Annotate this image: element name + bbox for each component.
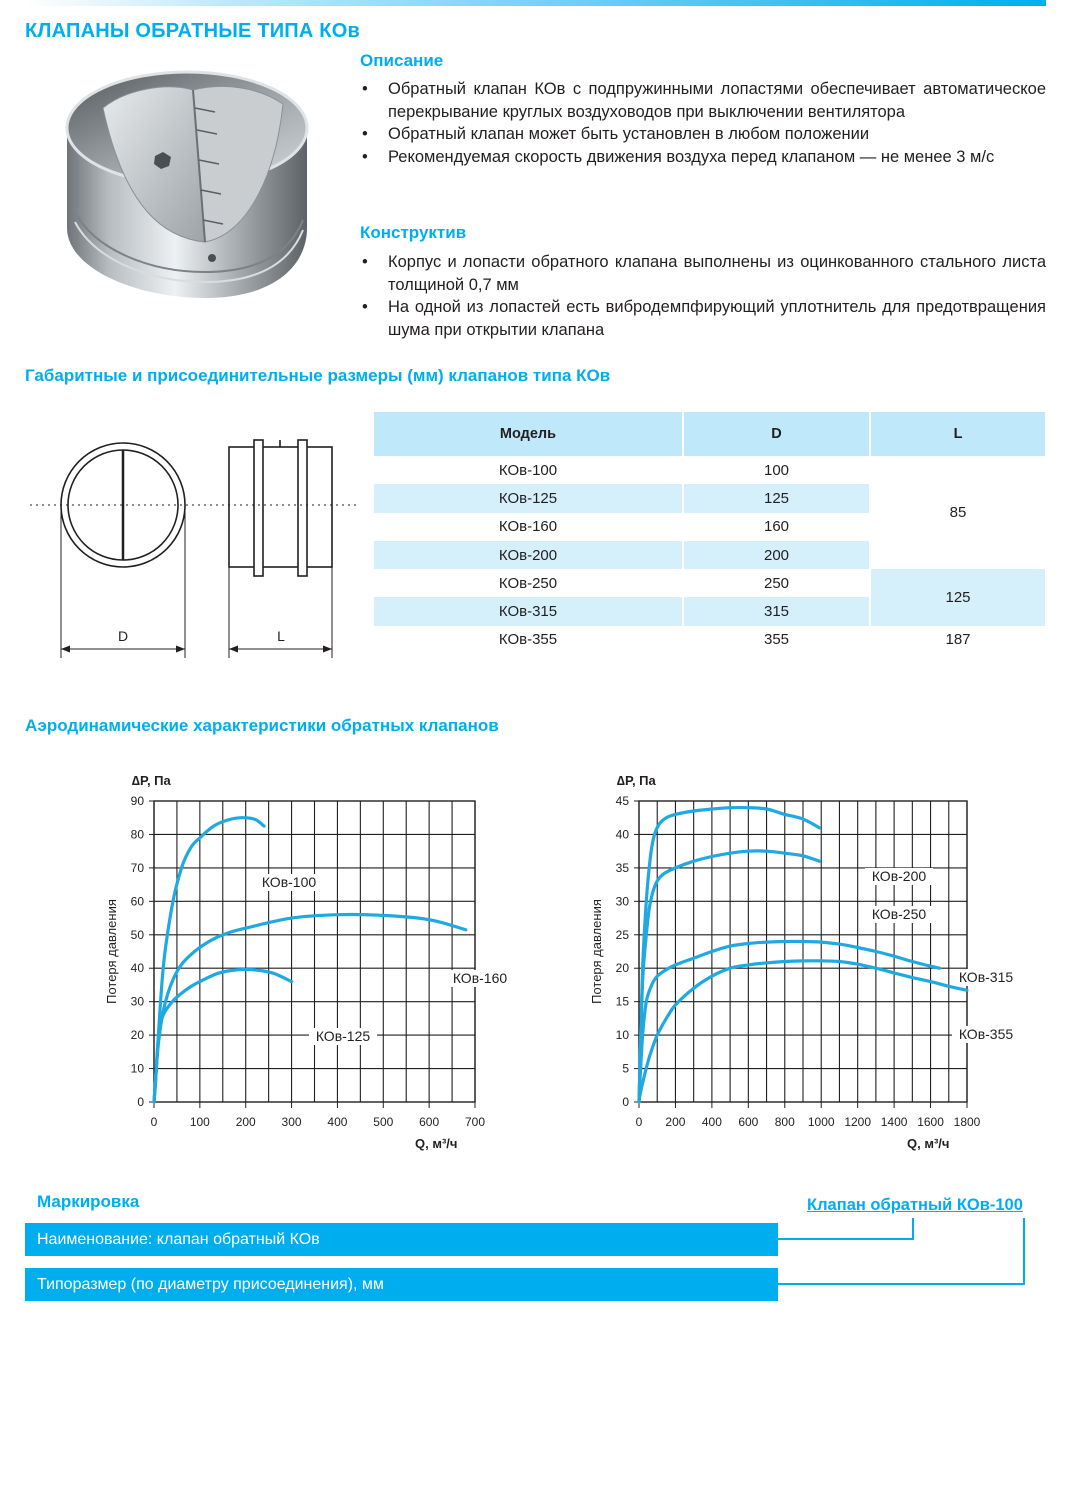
y-tick-label: 40 (615, 827, 629, 842)
marking-example-name: Клапан обратный КОв (807, 1196, 990, 1214)
y-axis-title: ∆P, Па (132, 773, 171, 788)
column-header: Модель (374, 412, 683, 456)
table-cell-l: 85 (870, 456, 1045, 569)
table-row (374, 456, 1045, 484)
table-cell-d: 355 (683, 626, 870, 654)
x-tick-label: 0 (635, 1115, 643, 1129)
y-tick-label: 10 (130, 1061, 144, 1076)
x-tick-label: 100 (189, 1115, 210, 1129)
y-tick-label: 30 (130, 994, 144, 1009)
table-row (374, 626, 1045, 654)
x-tick-label: 800 (774, 1115, 795, 1129)
dimension-drawing (30, 430, 360, 670)
table-cell-d: 100 (683, 456, 870, 484)
x-tick-label: 1600 (917, 1115, 944, 1129)
x-tick-label: 1200 (844, 1115, 872, 1129)
list-item: • Обратный клапан может быть установлен в любом положении (360, 123, 1046, 146)
list-item: • Корпус и лопасти обратного клапана выполнены из оцинкованного стального листа толщиной 0,7 мм (360, 251, 1046, 296)
x-tick-label: 600 (419, 1115, 440, 1129)
y-tick-label: 40 (130, 961, 144, 976)
construction-list (360, 251, 1046, 341)
series-line-1 (154, 818, 264, 1102)
page-title: КЛАПАНЫ ОБРАТНЫЕ ТИПА КОв (25, 20, 360, 42)
table-cell-model: КОв-250 (374, 569, 683, 597)
chart-grid (154, 801, 475, 1102)
y-tick-label: 25 (615, 927, 629, 942)
column-header: L (870, 412, 1045, 456)
series-line-2 (154, 915, 466, 1102)
x-tick-label: 400 (327, 1115, 348, 1129)
x-tick-label: 1000 (807, 1115, 835, 1129)
y-tick-label: 0 (137, 1095, 144, 1109)
y-tick-label: 15 (615, 994, 629, 1009)
x-tick-label: 200 (665, 1115, 686, 1129)
series-label: КОв-125 (315, 1028, 371, 1044)
y-tick-label: 20 (615, 961, 629, 976)
y-tick-label: 20 (130, 1028, 144, 1043)
table-cell-d: 250 (683, 569, 870, 597)
y-tick-label: 60 (130, 894, 144, 909)
series-label: КОв-160 (452, 970, 508, 986)
y-tick-label: 80 (130, 827, 144, 842)
y-tick-label: 10 (615, 1028, 629, 1043)
table-cell-l: 187 (870, 626, 1045, 654)
list-item: • На одной из лопастей есть вибродемпфирующий уплотнитель для предотвращения шума при открытии клапана (360, 296, 1046, 341)
series-label: КОв-100 (261, 874, 317, 890)
table-cell-model: КОв-200 (374, 541, 683, 569)
marking-size-bar: Типоразмер (по диаметру присоединения), мм (25, 1268, 778, 1301)
pressure-chart-small (95, 765, 508, 1160)
pressure-chart-large (578, 765, 1014, 1160)
table-row (374, 569, 1045, 597)
x-tick-label: 500 (373, 1115, 394, 1129)
table-cell-d: 125 (683, 484, 870, 512)
marking-name-bar: Наименование: клапан обратный КОв (25, 1223, 778, 1256)
y-axis-label: Потеря давления (104, 899, 119, 1004)
valve-product-photo (55, 60, 330, 305)
x-tick-label: 1400 (880, 1115, 908, 1129)
table-cell-model: КОв-100 (374, 456, 683, 484)
top-accent-bar (25, 0, 1046, 6)
dimensions-heading: Габаритные и присоединительные размеры (мм) клапанов типа КОв (25, 366, 611, 385)
series-line-2 (639, 851, 819, 1102)
description-list (360, 78, 1046, 168)
x-tick-label: 0 (150, 1115, 158, 1129)
drawing-label-d: D (117, 628, 129, 644)
table-cell-model: КОв-315 (374, 597, 683, 625)
table-cell-model: КОв-355 (374, 626, 683, 654)
x-tick-label: 1800 (953, 1115, 981, 1129)
list-item: • Рекомендуемая скорость движения воздуха перед клапаном — не менее 3 м/с (360, 146, 1046, 169)
y-tick-label: 50 (130, 927, 144, 942)
y-tick-label: 35 (615, 860, 629, 875)
x-axis-title: Q, м³/ч (907, 1136, 950, 1151)
column-header: D (683, 412, 870, 456)
construction-heading: Конструктив (360, 223, 467, 242)
series-label: КОв-250 (871, 906, 927, 922)
x-axis-title: Q, м³/ч (415, 1136, 458, 1151)
table-cell-d: 200 (683, 541, 870, 569)
chart-grid (639, 801, 967, 1102)
y-tick-label: 90 (130, 794, 144, 808)
series-label: КОв-315 (958, 969, 1014, 985)
y-axis-title: ∆P, Па (617, 773, 656, 788)
table-cell-d: 315 (683, 597, 870, 625)
x-tick-label: 300 (281, 1115, 302, 1129)
x-tick-label: 200 (235, 1115, 256, 1129)
x-tick-label: 400 (701, 1115, 722, 1129)
y-tick-label: 30 (615, 894, 629, 909)
series-label: КОв-200 (871, 868, 927, 884)
list-item: • Обратный клапан КОв с подпружинными лопастями обеспечивает автоматическое перекрывание круглых воздуховодов при выключении вентилятора (360, 78, 1046, 123)
marking-example (807, 1196, 1023, 1215)
table-cell-d: 160 (683, 513, 870, 541)
drawing-label-l: L (277, 628, 285, 644)
table-cell-model: КОв-160 (374, 513, 683, 541)
dimensions-table (374, 412, 1045, 654)
x-tick-label: 700 (464, 1115, 486, 1129)
x-tick-label: 600 (738, 1115, 759, 1129)
marking-example-dash: - (989, 1196, 996, 1214)
marking-heading: Маркировка (37, 1192, 140, 1211)
y-tick-label: 5 (622, 1061, 629, 1076)
description-heading: Описание (360, 51, 444, 70)
y-tick-label: 0 (622, 1095, 629, 1109)
series-label: КОв-355 (958, 1026, 1014, 1042)
aero-heading: Аэродинамические характеристики обратных клапанов (25, 716, 499, 735)
y-tick-label: 70 (130, 860, 144, 875)
marking-example-size: 100 (995, 1196, 1023, 1214)
y-tick-label: 45 (615, 794, 629, 808)
y-axis-label: Потеря давления (589, 899, 604, 1004)
table-cell-l: 125 (870, 569, 1045, 626)
table-cell-model: КОв-125 (374, 484, 683, 512)
